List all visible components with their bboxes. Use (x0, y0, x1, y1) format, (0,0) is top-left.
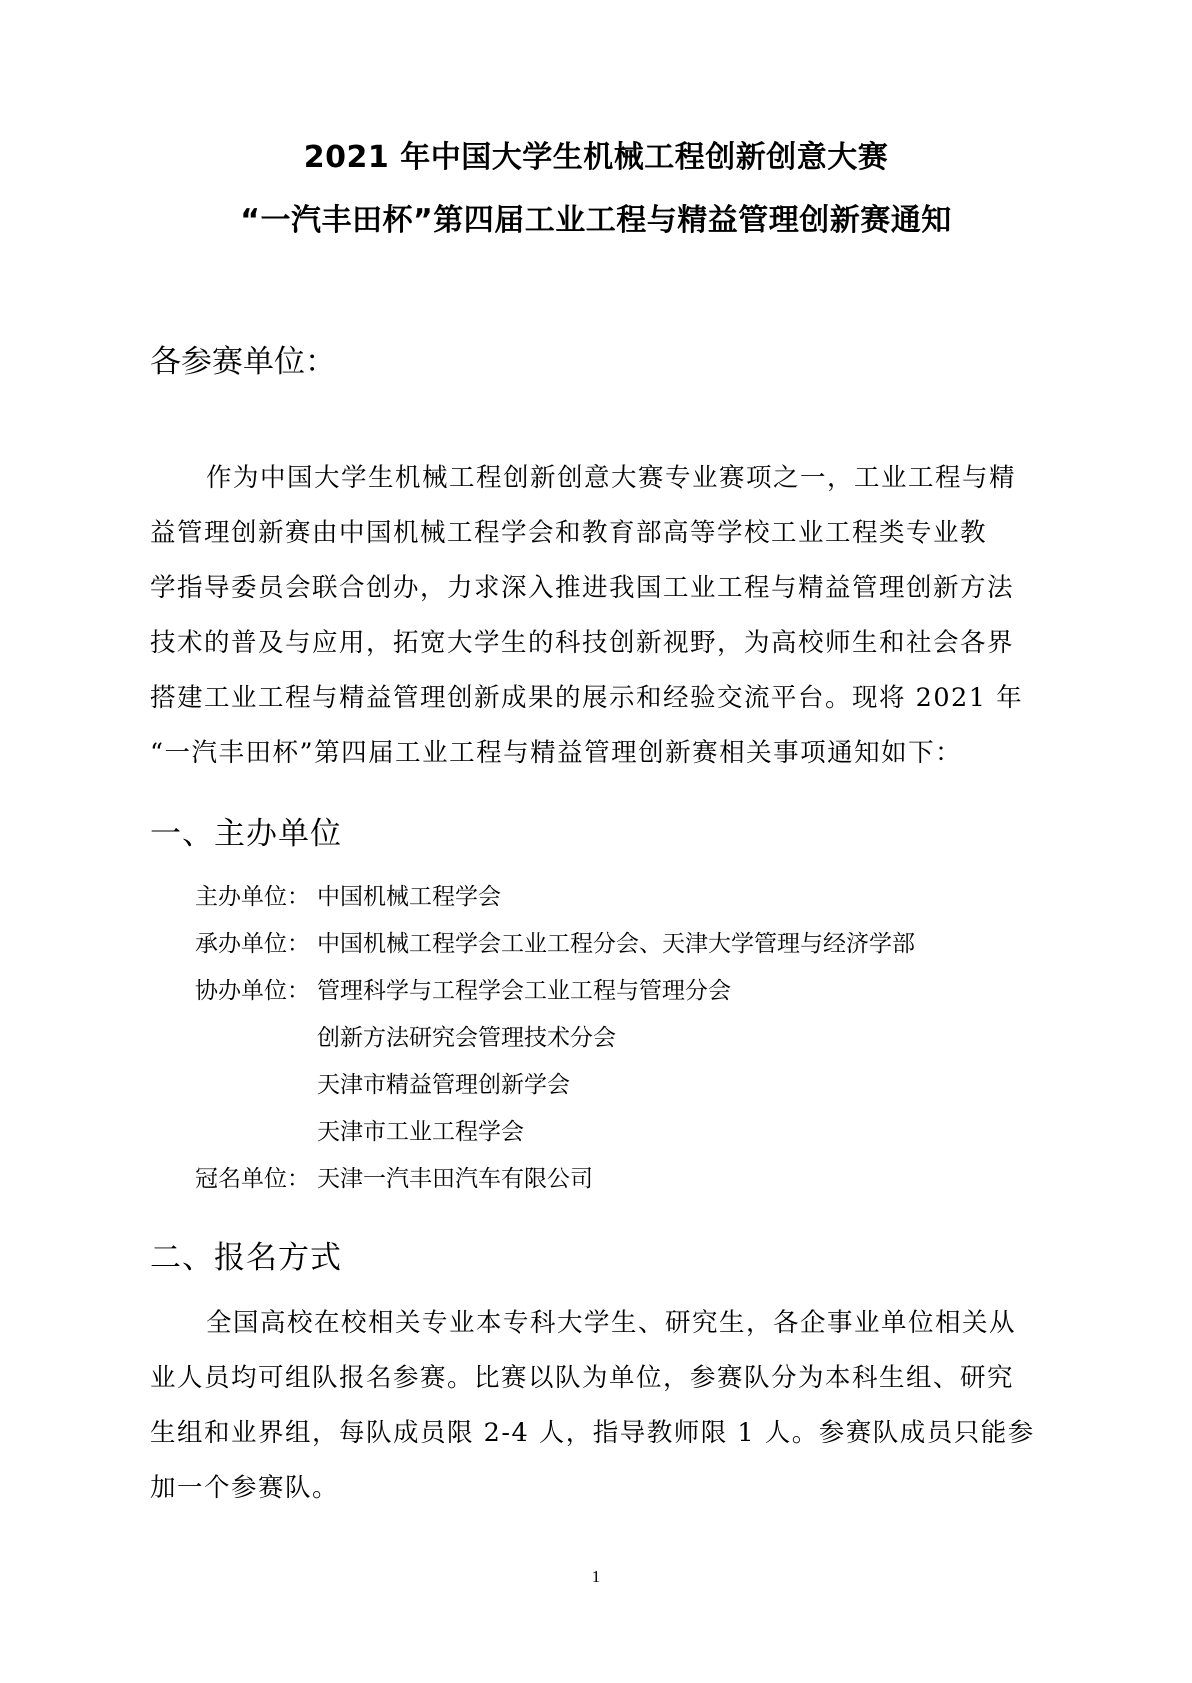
organizer-value: 创新方法研究会管理技术分会 (317, 1025, 616, 1051)
organizer-value: 天津一汽丰田汽车有限公司 (317, 1166, 593, 1192)
document-title-line-2: “一汽丰田杯”第四届工业工程与精益管理创新赛通知 (240, 203, 952, 238)
organizer-value: 中国机械工程学会 (317, 884, 501, 910)
registration-line: 全国高校在校相关专业本专科大学生、研究生，各企事业单位相关从 (206, 1308, 1017, 1338)
intro-line: 益管理创新赛由中国机械工程学会和教育部高等学校工业工程类专业教 (150, 518, 988, 548)
page-number: 1 (591, 1567, 601, 1586)
organizer-value: 中国机械工程学会工业工程分会、天津大学管理与经济学部 (317, 931, 915, 957)
intro-line: “一汽丰田杯”第四届工业工程与精益管理创新赛相关事项通知如下： (150, 738, 963, 768)
organizer-row (195, 1115, 915, 1162)
registration-line: 加一个参赛队。 (150, 1473, 340, 1503)
intro-line: 搭建工业工程与精益管理创新成果的展示和经验交流平台。现将 2021 年 (150, 683, 1024, 713)
intro-paragraph (150, 458, 1050, 788)
organizer-row (195, 974, 915, 1021)
organizer-row (195, 880, 915, 927)
organizer-label: 主办单位： (195, 884, 310, 910)
intro-line: 作为中国大学生机械工程创新创意大赛专业赛项之一，工业工程与精 (206, 463, 1017, 493)
organizer-row (195, 1068, 915, 1115)
organizer-row (195, 927, 915, 974)
organizer-row (195, 1021, 915, 1068)
intro-line: 技术的普及与应用，拓宽大学生的科技创新视野，为高校师生和社会各界 (150, 628, 1015, 658)
organizer-value: 管理科学与工程学会工业工程与管理分会 (317, 978, 731, 1004)
organizer-label: 冠名单位： (195, 1166, 310, 1192)
organizer-value: 天津市工业工程学会 (317, 1119, 524, 1145)
intro-line: 学指导委员会联合创办，力求深入推进我国工业工程与精益管理创新方法 (150, 573, 1015, 603)
salutation: 各参赛单位： (150, 344, 336, 380)
organizer-label (195, 1068, 317, 1115)
organizer-label: 协办单位： (195, 978, 310, 1004)
registration-line: 生组和业界组，每队成员限 2-4 人，指导教师限 1 人。参赛队成员只能参 (150, 1418, 1035, 1448)
registration-line: 业人员均可组队报名参赛。比赛以队为单位，参赛队分为本科生组、研究 (150, 1363, 1015, 1393)
organizer-list (195, 880, 915, 1209)
organizer-label (195, 1115, 317, 1162)
organizer-row (195, 1162, 915, 1209)
section-heading-organizers: 一、主办单位 (150, 816, 342, 852)
organizer-label: 承办单位： (195, 931, 310, 957)
organizer-label (195, 1021, 317, 1068)
registration-paragraph (150, 1303, 1050, 1523)
section-heading-registration: 二、报名方式 (150, 1240, 342, 1276)
organizer-value: 天津市精益管理创新学会 (317, 1072, 570, 1098)
document-title-line-1: 2021 年中国大学生机械工程创新创意大赛 (303, 140, 889, 175)
